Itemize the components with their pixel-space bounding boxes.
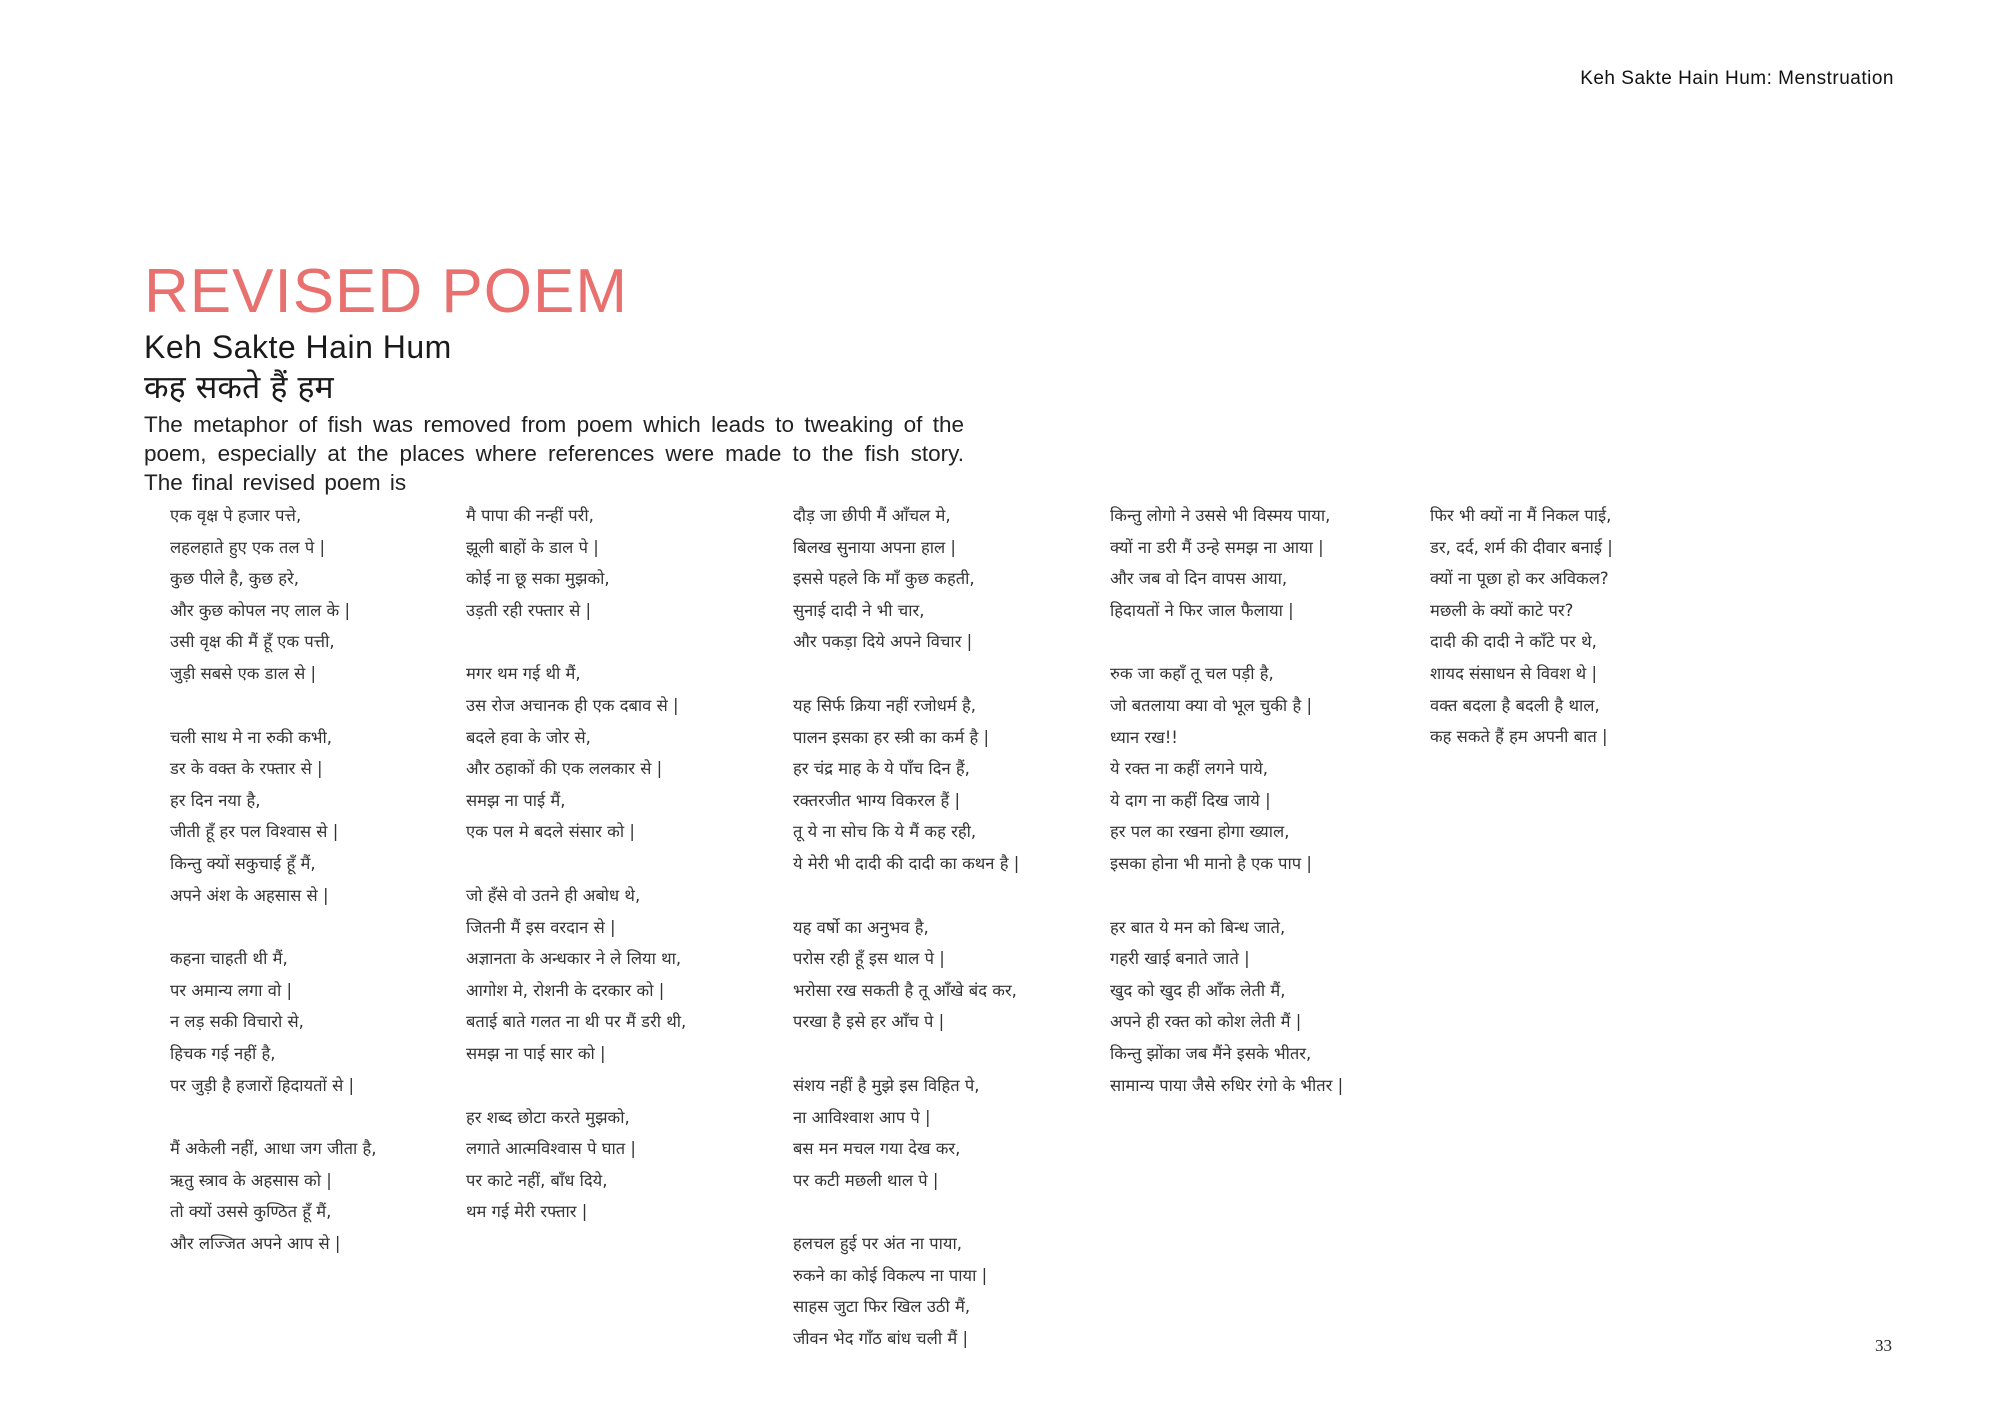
poem-line: हर बात ये मन को बिन्ध जाते,	[1110, 917, 1286, 937]
poem-line: समझ ना पाई मैं,	[466, 790, 566, 810]
poem-line: जीवन भेद गाँठ बांध चली मैं |	[793, 1329, 969, 1349]
poem-line: और जब वो दिन वापस आया,	[1110, 569, 1288, 589]
poem-line: शायद संसाधन से विवश थे |	[1430, 663, 1598, 683]
poem-column-5	[1430, 500, 1613, 785]
poem-line: हलचल हुई पर अंत ना पाया,	[793, 1234, 962, 1254]
poem-line: मगर थम गई थी मैं,	[466, 664, 581, 684]
poem-line: कहना चाहती थी मैं,	[170, 949, 288, 969]
poem-stanza	[466, 1102, 686, 1228]
poem-line: बस मन मचल गया देख कर,	[793, 1139, 961, 1159]
poem-line: रुकने का कोई विकल्प ना पाया |	[793, 1265, 988, 1285]
poem-stanza	[170, 500, 377, 690]
poem-line: ध्यान रख!!	[1110, 727, 1178, 747]
poem-line: एक पल मे बदले संसार को |	[466, 822, 635, 842]
poem-line: साहस जुटा फिर खिल उठी मैं,	[793, 1297, 971, 1317]
poem-line: किन्तु झोंका जब मैंने इसके भीतर,	[1110, 1043, 1312, 1063]
poem-line: पर जुड़ी है हजारों हिदायतों से |	[170, 1075, 355, 1095]
poem-line: क्यों ना पूछा हो कर अविकल?	[1430, 569, 1609, 589]
poem-stanza	[1110, 658, 1343, 879]
poem-line: झूली बाहों के डाल पे |	[466, 537, 599, 557]
poem-line: अज्ञानता के अन्धकार ने ले लिया था,	[466, 949, 682, 969]
poem-line: अपने ही रक्त को कोश लेती मैं |	[1110, 1012, 1302, 1032]
poem-line: इससे पहले कि माँ कुछ कहती,	[793, 569, 975, 589]
poem-line: तू ये ना सोच कि ये मैं कह रही,	[793, 822, 977, 842]
poem-line: थम गई मेरी रफ्तार |	[466, 1202, 588, 1222]
poem-line: बिलख सुनाया अपना हाल |	[793, 537, 956, 557]
poem-line: हर शब्द छोटा करते मुझको,	[466, 1107, 630, 1127]
poem-column-4	[1110, 500, 1343, 1133]
poem-line: आगोश मे, रोशनी के दरकार को |	[466, 980, 665, 1000]
poem-title-hindi: कह सकते हैं हम	[144, 368, 334, 406]
poem-title-english: Keh Sakte Hain Hum	[144, 329, 452, 365]
poem-line: बदले हवा के जोर से,	[466, 727, 591, 747]
poem-stanza	[466, 880, 686, 1070]
poem-line: पर काटे नहीं, बाँध दिये,	[466, 1170, 608, 1190]
poem-line: बताई बाते गलत ना थी पर मैं डरी थी,	[466, 1012, 687, 1032]
poem-line: खुद को खुद ही आँक लेती मैं,	[1110, 980, 1286, 1000]
poem-stanza	[466, 658, 686, 848]
poem-line: कुछ पीले है, कुछ हरे,	[170, 569, 300, 589]
poem-line: समझ ना पाई सार को |	[466, 1043, 606, 1063]
poem-line: ऋतु स्त्राव के अहसास को |	[170, 1170, 332, 1190]
page-number: 33	[1875, 1336, 1892, 1355]
poem-line: चली साथ मे ना रुकी कभी,	[170, 727, 333, 747]
poem-line: जीती हूँ हर पल विश्वास से |	[170, 822, 339, 842]
poem-line: ये रक्त ना कहीं लगने पाये,	[1110, 759, 1269, 779]
poem-line: हर चंद्र माह के ये पाँच दिन हैं,	[793, 759, 970, 779]
poem-line: दादी की दादी ने काँटे पर थे,	[1430, 632, 1597, 652]
running-title: Keh Sakte Hain Hum: Menstruation	[1580, 68, 1894, 89]
poem-line: किन्तु लोगो ने उससे भी विस्मय पाया,	[1110, 506, 1331, 525]
poem-line: इसका होना भी मानो है एक पाप |	[1110, 853, 1312, 873]
poem-line: हिचक गई नहीं है,	[170, 1043, 276, 1063]
poem-stanza	[793, 690, 1019, 880]
poem-line: लहलहाते हुए एक तल पे |	[170, 537, 326, 557]
poem-stanza	[793, 500, 1019, 658]
poem-stanza	[466, 500, 686, 626]
poem-line: मछली के क्यों काटे पर?	[1430, 600, 1574, 620]
poem-line: ये मेरी भी दादी की दादी का कथन है |	[793, 853, 1020, 873]
poem-column-1	[170, 500, 377, 1291]
poem-line: रुक जा कहाँ तू चल पड़ी है,	[1110, 664, 1274, 684]
poem-line: पर अमान्य लगा वो |	[170, 980, 293, 1000]
poem-line: जुड़ी सबसे एक डाल से |	[170, 663, 317, 683]
poem-stanza	[1110, 500, 1343, 626]
poem-line: जो बतलाया क्या वो भूल चुकी है |	[1110, 695, 1313, 715]
poem-line: किन्तु क्यों सकुचाई हूँ मैं,	[170, 853, 316, 873]
poem-stanza	[793, 1070, 1019, 1196]
intro-section	[144, 258, 974, 497]
poem-line: जो हँसे वो उतने ही अबोध थे,	[466, 885, 641, 905]
poem-line: लगाते आत्मविश्वास पे घात |	[466, 1139, 636, 1159]
poem-line: और कुछ कोपल नए लाल के |	[170, 600, 351, 620]
intro-description: The metaphor of fish was removed from poem which leads to tweaking of the poem, especially at the places where references were made to the fish story. The final revised poem is	[144, 412, 964, 495]
poem-line: पर कटी मछली थाल पे |	[793, 1170, 939, 1190]
poem-line: जितनी मैं इस वरदान से |	[466, 917, 616, 937]
poem-line: क्यों ना डरी मैं उन्हे समझ ना आया |	[1110, 537, 1324, 557]
poem-stanza	[170, 722, 377, 912]
poem-line: यह सिर्फ क्रिया नहीं रजोधर्म है,	[793, 695, 976, 715]
poem-line: ना आविश्वाश आप पे |	[793, 1107, 931, 1127]
poem-line: फिर भी क्यों ना मैं निकल पाई,	[1430, 506, 1612, 525]
poem-stanza	[170, 1133, 377, 1259]
page-title: REVISED POEM	[144, 257, 628, 326]
poem-line: न लड़ सकी विचारो से,	[170, 1012, 304, 1032]
poem-stanza	[1430, 500, 1613, 753]
poem-line: सामान्य पाया जैसे रुधिर रंगो के भीतर |	[1110, 1075, 1344, 1095]
poem-stanza	[793, 912, 1019, 1038]
poem-line: हर दिन नया है,	[170, 790, 261, 810]
poem-line: परोस रही हूँ इस थाल पे |	[793, 949, 945, 969]
poem-stanza	[1110, 912, 1343, 1102]
poem-line: उड़ती रही रफ्तार से |	[466, 600, 592, 620]
poem-line: तो क्यों उससे कुण्ठित हूँ मैं,	[170, 1202, 332, 1222]
poem-line: ये दाग ना कहीं दिख जाये |	[1110, 790, 1271, 810]
poem-line: भरोसा रख सकती है तू आँखे बंद कर,	[793, 980, 1017, 1000]
poem-line: एक वृक्ष पे हजार पत्ते,	[170, 506, 302, 525]
poem-stanza	[170, 943, 377, 1101]
poem-line: कह सकते हैं हम अपनी बात |	[1430, 727, 1608, 747]
poem-line: कोई ना छू सका मुझको,	[466, 569, 610, 589]
poem-line: दौड़ जा छीपी मैं आँचल मे,	[793, 506, 951, 525]
poem-line: और पकड़ा दिये अपने विचार |	[793, 632, 973, 652]
poem-line: परखा है इसे हर आँच पे |	[793, 1012, 945, 1032]
poem-line: और ठहाकों की एक ललकार से |	[466, 759, 663, 779]
poem-line: हर पल का रखना होगा ख्याल,	[1110, 822, 1290, 842]
poem-line: गहरी खाई बनाते जाते |	[1110, 949, 1250, 969]
poem-line: संशय नहीं है मुझे इस विहित पे,	[793, 1075, 980, 1095]
poem-line: सुनाई दादी ने भी चार,	[793, 600, 925, 620]
poem-line: हिदायतों ने फिर जाल फैलाया |	[1110, 600, 1294, 620]
poem-stanza	[793, 1228, 1019, 1354]
poem-line: मैं अकेली नहीं, आधा जग जीता है,	[170, 1139, 377, 1159]
poem-line: अपने अंश के अहसास से |	[170, 885, 329, 905]
poem-line: यह वर्षो का अनुभव है,	[793, 917, 929, 937]
poem-line: उस रोज अचानक ही एक दबाव से |	[466, 695, 679, 715]
poem-line: डर, दर्द, शर्म की दीवार बनाई |	[1430, 537, 1613, 557]
poem-line: डर के वक्त के रफ्तार से |	[170, 759, 323, 779]
poem-column-3	[793, 500, 1019, 1387]
poem-line: मै पापा की नन्हीं परी,	[466, 506, 594, 525]
poem-line: रक्तरजीत भाग्य विकरल हैं |	[793, 790, 961, 810]
poem-line: पालन इसका हर स्त्री का कर्म है |	[793, 727, 990, 747]
poem-line: वक्त बदला है बदली है थाल,	[1430, 695, 1600, 715]
poem-column-2	[466, 500, 686, 1260]
poem-line: और लज्जित अपने आप से |	[170, 1233, 341, 1253]
poem-line: उसी वृक्ष की मैं हूँ एक पत्ती,	[170, 632, 335, 652]
